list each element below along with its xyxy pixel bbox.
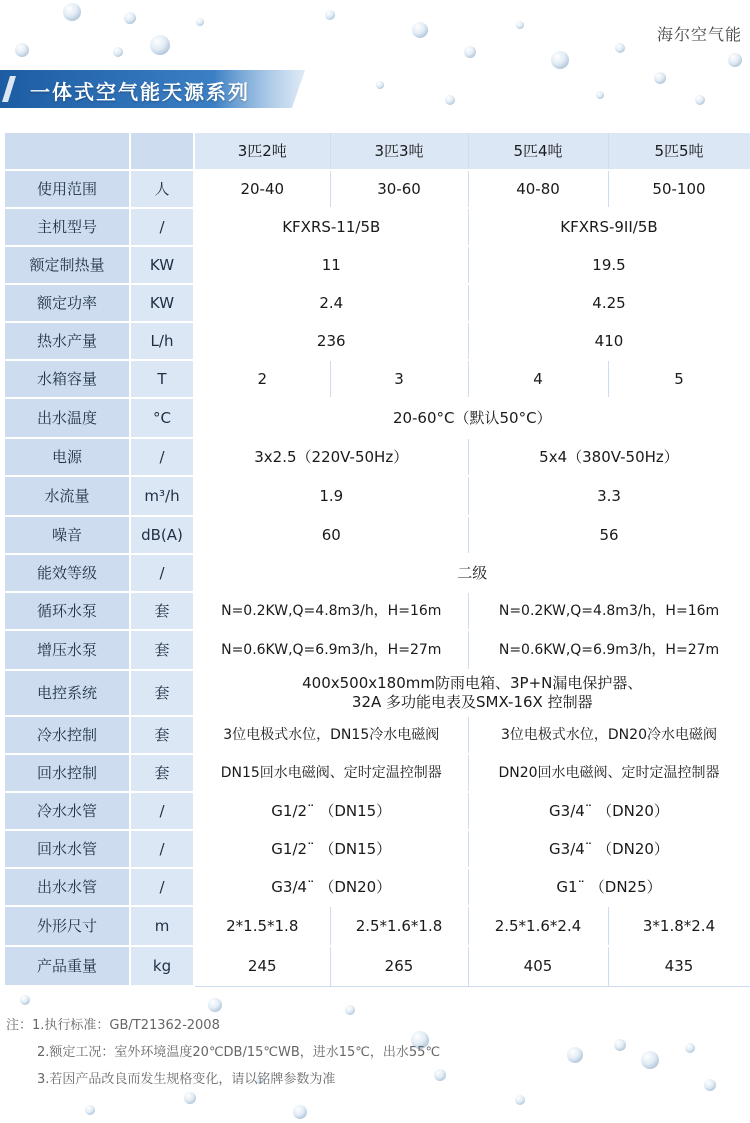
row-unit: m xyxy=(130,906,194,946)
row-unit: 套 xyxy=(130,670,194,716)
row-unit: L/h xyxy=(130,322,194,360)
banner-title: 一体式空气能天源系列 xyxy=(30,80,250,104)
table-row xyxy=(4,398,750,438)
table-row xyxy=(4,360,750,398)
row-unit: 人 xyxy=(130,170,194,208)
cell: 20-60°C（默认50°C） xyxy=(194,398,750,438)
cell: DN20回水电磁阀、定时定温控制器 xyxy=(468,754,750,792)
footnote-2: 2.额定工况：室外环境温度20℃DB/15℃WB，进水15℃，出水55℃ xyxy=(37,1045,441,1060)
cell: 3 xyxy=(330,360,468,398)
cell: G3/4¨ （DN20） xyxy=(468,792,750,830)
cell: 3.3 xyxy=(468,476,750,516)
row-label: 增压水泵 xyxy=(4,630,130,670)
cell: KFXRS-9II/5B xyxy=(468,208,750,246)
table-row xyxy=(4,476,750,516)
row-label: 外形尺寸 xyxy=(4,906,130,946)
cell: G3/4¨ （DN20） xyxy=(194,868,468,906)
row-unit: °C xyxy=(130,398,194,438)
row-label: 冷水水管 xyxy=(4,792,130,830)
cell: 3位电极式水位，DN15冷水电磁阀 xyxy=(194,716,468,754)
cell: 二级 xyxy=(194,554,750,592)
table-row xyxy=(4,516,750,554)
table-row xyxy=(4,792,750,830)
cell: 5 xyxy=(608,360,750,398)
row-label: 循环水泵 xyxy=(4,592,130,630)
cell: 4 xyxy=(468,360,608,398)
row-label: 水箱容量 xyxy=(4,360,130,398)
row-unit: KW xyxy=(130,246,194,284)
cell: DN15回水电磁阀、定时定温控制器 xyxy=(194,754,468,792)
row-label: 电源 xyxy=(4,438,130,476)
cell: 245 xyxy=(194,946,330,986)
cell: 236 xyxy=(194,322,468,360)
cell: 3x2.5（220V-50Hz） xyxy=(194,438,468,476)
table-row xyxy=(4,208,750,246)
table-row xyxy=(4,322,750,360)
row-unit: 套 xyxy=(130,716,194,754)
row-label: 额定制热量 xyxy=(4,246,130,284)
table-row xyxy=(4,592,750,630)
cell: 4.25 xyxy=(468,284,750,322)
cell-line: 400x500x180mm防雨电箱、3P+N漏电保护器、 xyxy=(302,674,643,692)
header-empty xyxy=(4,132,130,170)
row-label: 产品重量 xyxy=(4,946,130,986)
cell: G1¨ （DN25） xyxy=(468,868,750,906)
row-label: 出水温度 xyxy=(4,398,130,438)
cell: 11 xyxy=(194,246,468,284)
header-cell: 5匹4吨 xyxy=(468,132,608,170)
section-banner xyxy=(0,70,305,108)
row-label: 电控系统 xyxy=(4,670,130,716)
cell: 40-80 xyxy=(468,170,608,208)
footnote-1: 注：1.执行标准：GB/T21362-2008 xyxy=(6,1018,220,1033)
cell: N=0.2KW,Q=4.8m3/h，H=16m xyxy=(468,592,750,630)
table-row xyxy=(4,868,750,906)
cell: 3位电极式水位，DN20冷水电磁阀 xyxy=(468,716,750,754)
table-row xyxy=(4,830,750,868)
row-unit: kg xyxy=(130,946,194,986)
cell: 2.5*1.6*1.8 xyxy=(330,906,468,946)
cell: 30-60 xyxy=(330,170,468,208)
row-label: 额定功率 xyxy=(4,284,130,322)
spec-table xyxy=(3,131,750,987)
cell: 19.5 xyxy=(468,246,750,284)
row-unit: / xyxy=(130,438,194,476)
table-row xyxy=(4,906,750,946)
row-unit: 套 xyxy=(130,630,194,670)
row-label: 冷水控制 xyxy=(4,716,130,754)
table-row xyxy=(4,554,750,592)
cell: N=0.6KW,Q=6.9m3/h，H=27m xyxy=(468,630,750,670)
table-row xyxy=(4,754,750,792)
table-row xyxy=(4,246,750,284)
row-unit: / xyxy=(130,208,194,246)
row-label: 使用范围 xyxy=(4,170,130,208)
row-unit: T xyxy=(130,360,194,398)
row-label: 回水控制 xyxy=(4,754,130,792)
cell: KFXRS-11/5B xyxy=(194,208,468,246)
cell: G3/4¨ （DN20） xyxy=(468,830,750,868)
header-cell: 3匹2吨 xyxy=(194,132,330,170)
cell: G1/2¨ （DN15） xyxy=(194,792,468,830)
cell: 2 xyxy=(194,360,330,398)
cell: 56 xyxy=(468,516,750,554)
table-row xyxy=(4,716,750,754)
cell: 405 xyxy=(468,946,608,986)
row-unit: 套 xyxy=(130,754,194,792)
footnotes xyxy=(6,1012,440,1093)
brand-logo-text: 海尔空气能 xyxy=(656,25,742,44)
table-row xyxy=(4,946,750,986)
cell: N=0.6KW,Q=6.9m3/h，H=27m xyxy=(194,630,468,670)
cell: 50-100 xyxy=(608,170,750,208)
cell-line: 32A 多功能电表及SMX-16X 控制器 xyxy=(351,693,593,711)
row-unit: / xyxy=(130,554,194,592)
row-label: 噪音 xyxy=(4,516,130,554)
cell: 2*1.5*1.8 xyxy=(194,906,330,946)
cell: 20-40 xyxy=(194,170,330,208)
cell: 5x4（380V-50Hz） xyxy=(468,438,750,476)
cell: 265 xyxy=(330,946,468,986)
header-cell: 5匹5吨 xyxy=(608,132,750,170)
header-empty xyxy=(130,132,194,170)
cell xyxy=(194,670,750,716)
table-row xyxy=(4,670,750,716)
table-row xyxy=(4,284,750,322)
cell: 435 xyxy=(608,946,750,986)
row-label: 热水产量 xyxy=(4,322,130,360)
row-unit: / xyxy=(130,830,194,868)
row-label: 主机型号 xyxy=(4,208,130,246)
row-unit: m³/h xyxy=(130,476,194,516)
cell: 2.5*1.6*2.4 xyxy=(468,906,608,946)
row-unit: dB(A) xyxy=(130,516,194,554)
table-row xyxy=(4,630,750,670)
cell: 1.9 xyxy=(194,476,468,516)
row-unit: / xyxy=(130,868,194,906)
row-label: 回水水管 xyxy=(4,830,130,868)
footnote-3: 3.若因产品改良而发生规格变化，请以铭牌参数为准 xyxy=(37,1072,336,1087)
cell: 410 xyxy=(468,322,750,360)
row-unit: / xyxy=(130,792,194,830)
table-row xyxy=(4,170,750,208)
table-header-row xyxy=(4,132,750,170)
row-unit: 套 xyxy=(130,592,194,630)
cell: G1/2¨ （DN15） xyxy=(194,830,468,868)
cell: 60 xyxy=(194,516,468,554)
cell: 3*1.8*2.4 xyxy=(608,906,750,946)
header-cell: 3匹3吨 xyxy=(330,132,468,170)
row-label: 能效等级 xyxy=(4,554,130,592)
row-label: 出水水管 xyxy=(4,868,130,906)
table-row xyxy=(4,438,750,476)
cell: N=0.2KW,Q=4.8m3/h，H=16m xyxy=(194,592,468,630)
row-unit: KW xyxy=(130,284,194,322)
row-label: 水流量 xyxy=(4,476,130,516)
cell: 2.4 xyxy=(194,284,468,322)
